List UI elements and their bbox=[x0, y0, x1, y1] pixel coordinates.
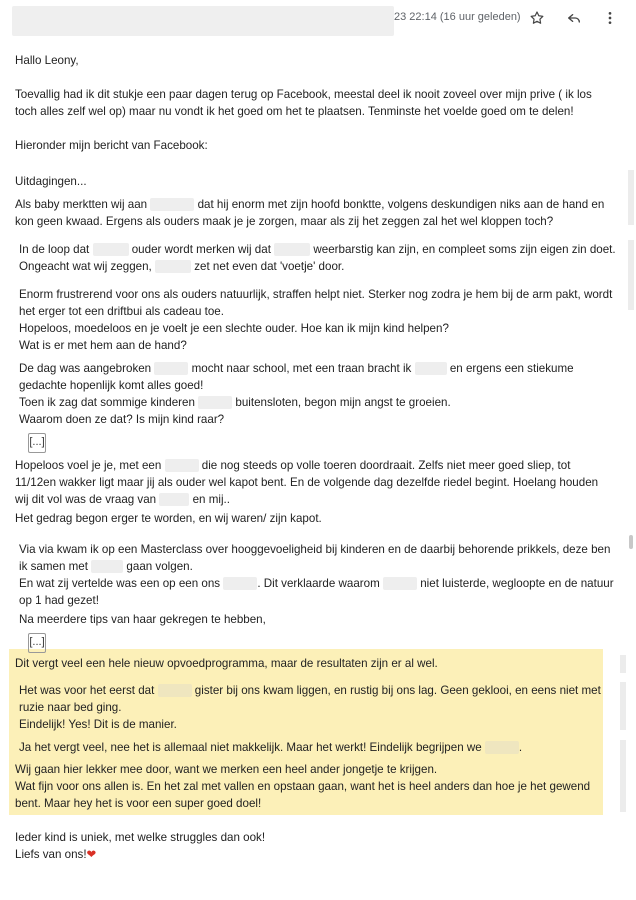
heart-icon: ❤ bbox=[86, 848, 97, 861]
highlight-line: Dit vergt veel een hele nieuw opvoedprogramma, maar de resultaten zijn er al wel. bbox=[15, 657, 438, 670]
redacted-name bbox=[485, 741, 519, 754]
highlight-line: Wat fijn voor ons allen is. En het zal met vallen en opstaan gaan, want het is heel anders dan hoe je het gewend bbox=[15, 780, 591, 793]
side-fragment bbox=[620, 682, 626, 730]
highlight-line: Ja het vergt veel, nee het is allemaal niet makkelijk. Maar het werkt! Eindelijk begrijpen we . bbox=[19, 741, 523, 754]
redacted-name bbox=[150, 198, 194, 211]
paragraph-line: En wat zij vertelde was een op een ons . Dit verklaarde waarom niet luisterde, wegloopte en de natuur bbox=[19, 577, 614, 590]
redacted-name bbox=[91, 560, 123, 573]
scrollbar[interactable] bbox=[629, 0, 634, 900]
paragraph-line: ik samen met gaan volgen. bbox=[19, 560, 193, 573]
highlight-line: Eindelijk! Yes! Dit is de manier. bbox=[19, 718, 177, 731]
redacted-name bbox=[159, 493, 189, 506]
paragraph-line: Ongeacht wat wij zeggen, zet net even dat 'voetje' door. bbox=[19, 260, 345, 273]
redacted-name bbox=[198, 396, 232, 409]
post-title: Uitdagingen... bbox=[15, 175, 87, 188]
trimmed-content-button[interactable]: [...] bbox=[28, 633, 46, 653]
paragraph-line: De dag was aangebroken mocht naar school, met een traan bracht ik en ergens een stiekume bbox=[19, 362, 574, 375]
scrollbar-thumb[interactable] bbox=[629, 535, 633, 549]
highlight-line: ruzie naar bed ging. bbox=[19, 701, 122, 714]
facebook-heading: Hieronder mijn bericht van Facebook: bbox=[15, 139, 208, 152]
greeting: Hallo Leony, bbox=[15, 54, 79, 67]
highlight-line: Wij gaan hier lekker mee door, want we merken een heel ander jongetje te krijgen. bbox=[15, 763, 438, 776]
redacted-name bbox=[154, 362, 188, 375]
side-fragment bbox=[620, 740, 626, 812]
side-fragment bbox=[620, 655, 626, 673]
email-header bbox=[0, 0, 636, 34]
trimmed-content-button[interactable]: [...] bbox=[28, 433, 46, 453]
star-icon[interactable] bbox=[525, 6, 549, 30]
paragraph-line: Wat is er met hem aan de hand? bbox=[19, 339, 187, 352]
paragraph-line: Na meerdere tips van haar gekregen te hebben, bbox=[19, 613, 266, 626]
paragraph-line: Hopeloos, moedeloos en je voelt je een slechte ouder. Hoe kan ik mijn kind helpen? bbox=[19, 322, 449, 335]
reply-icon[interactable] bbox=[562, 6, 586, 30]
paragraph-line: Het gedrag begon erger te worden, en wij waren/ zijn kapot. bbox=[15, 512, 322, 525]
paragraph-line: 11/12en wakker ligt maar jij als ouder wel kapot bent. En de volgende dag dezelfde riedel begint. Hoelang houden bbox=[15, 476, 599, 489]
closing-line: Ieder kind is uniek, met welke struggles dan ook! bbox=[15, 831, 266, 844]
paragraph-line: In de loop dat ouder wordt merken wij dat weerbarstig kan zijn, en compleet soms zijn eigen zin doet. bbox=[19, 243, 616, 256]
paragraph-line: het erger tot een driftbui als cadeau toe. bbox=[19, 305, 224, 318]
redacted-name bbox=[383, 577, 417, 590]
redacted-name bbox=[155, 260, 191, 273]
side-fragment bbox=[628, 170, 634, 225]
highlight-line: Het was voor het eerst dat gister bij ons kwam liggen, en rustig bij ons lag. Geen geklooi, en eens niet met bbox=[19, 684, 601, 697]
paragraph-line: Toen ik zag dat sommige kinderen buitensloten, begon mijn angst te groeien. bbox=[19, 396, 451, 409]
paragraph-line: op 1 had gezet! bbox=[19, 594, 99, 607]
redacted-name bbox=[223, 577, 257, 590]
redacted-name bbox=[165, 459, 199, 472]
redacted-name bbox=[158, 684, 192, 697]
paragraph-line: Via via kwam ik op een Masterclass over hooggevoeligheid bij kinderen en de daarbij behorende prikkels, deze ben bbox=[19, 543, 611, 556]
redacted-name bbox=[274, 243, 310, 256]
highlight-line: bent. Maar hey het is voor een super goed doel! bbox=[15, 797, 262, 810]
more-options-icon[interactable] bbox=[598, 6, 622, 30]
intro-line: toch alles zelf wel op) maar nu vondt ik het goed om het te plaatsen. Tenminste het voelde goed om te delen! bbox=[15, 105, 574, 118]
paragraph-line: kon geen kwaad. Ergens als ouders maak je je zorgen, maar als zij het zeggen zal het wel kloppen toch? bbox=[15, 215, 554, 228]
redacted-name bbox=[93, 243, 129, 256]
side-fragment bbox=[628, 240, 634, 310]
email-date: 23 22:14 (16 uur geleden) bbox=[394, 11, 521, 23]
paragraph-line: Als baby merktten wij aan dat hij enorm met zijn hoofd bonktte, volgens deskundigen niks aan de hand en bbox=[15, 198, 605, 211]
redacted-name bbox=[415, 362, 447, 375]
paragraph-line: gedachte hopenlijk komt alles goed! bbox=[19, 379, 204, 392]
redacted-subject bbox=[12, 6, 394, 36]
paragraph-line: Hopeloos voel je je, met een die nog steeds op volle toeren doordraait. Zelfs niet meer goed sliep, tot bbox=[15, 459, 571, 472]
paragraph-line: Enorm frustrerend voor ons als ouders natuurlijk, straffen helpt niet. Sterker nog zodra je hem bij de arm pakt, wordt bbox=[19, 288, 613, 301]
paragraph-line: Waarom doen ze dat? Is mijn kind raar? bbox=[19, 413, 225, 426]
signoff: Liefs van ons!❤ bbox=[15, 848, 97, 861]
paragraph-line: wij dit vol was de vraag van en mij.. bbox=[15, 493, 230, 506]
intro-line: Toevallig had ik dit stukje een paar dagen terug op Facebook, meestal deel ik nooit zoveel over mijn prive ( ik los bbox=[15, 88, 592, 101]
